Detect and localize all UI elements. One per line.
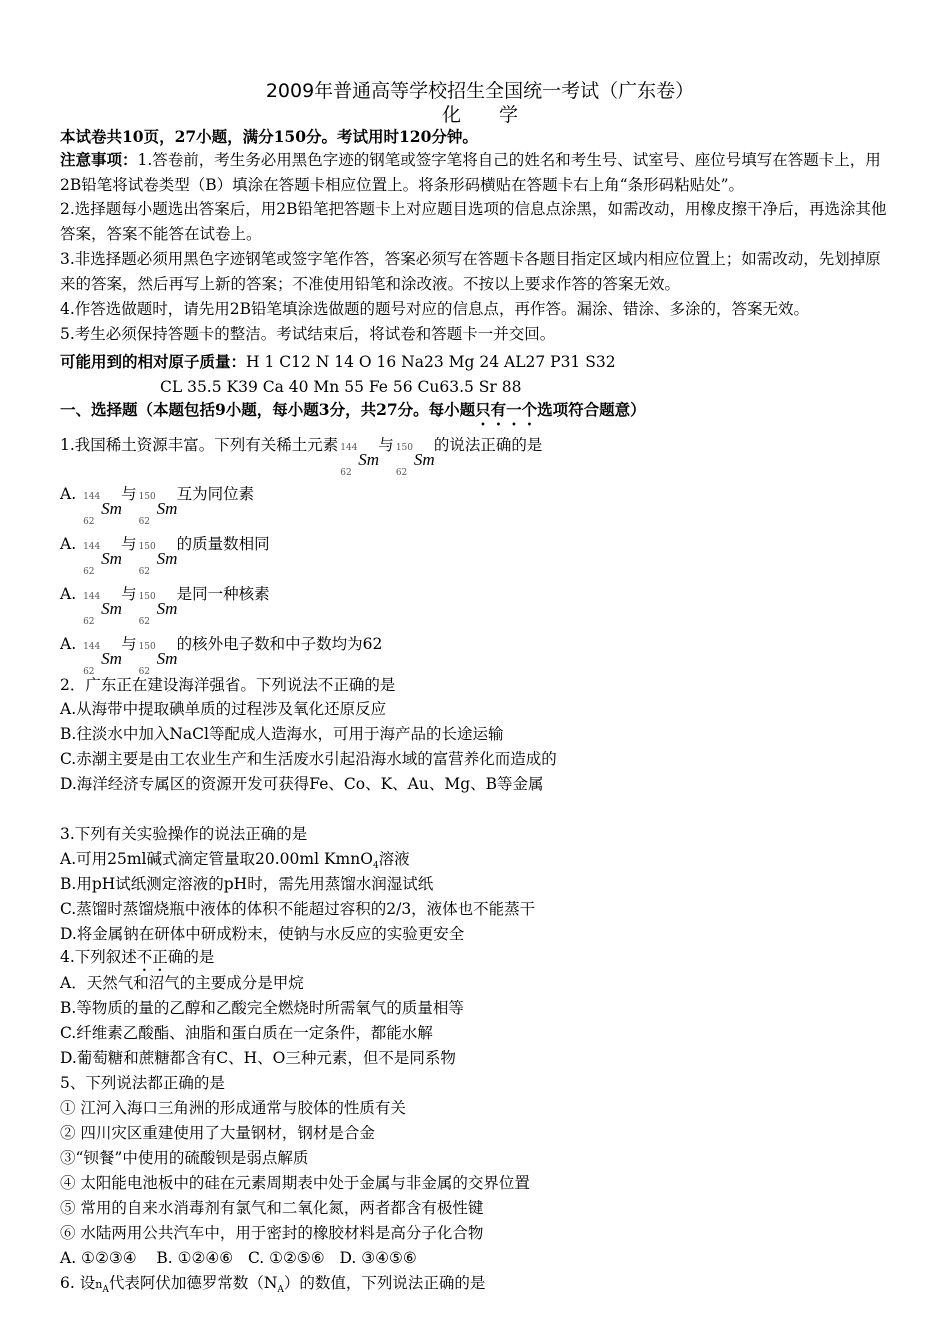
q5-item-5: ⑤ 常用的自来水消毒剂有氯气和二氧化氮，两者都含有极性键 <box>60 1199 484 1217</box>
sm150-isotope: 150 62 Sm <box>138 492 178 527</box>
sm150-isotope: 150 62 Sm <box>138 592 178 627</box>
q6-stem: 6. 设$n_A$代表阿伏加德罗常数$(N_A)$的数值，下列说法正确的是 <box>60 1274 486 1296</box>
note-3: 3.非选择题必须用黑色字迹钢笔或签字笔作答，答案必须写在答题卡各题目指定区域内相应位置上；如需改动，先划掉原来的答案，然后再写上新的答案；不准使用铅笔和涂改液。不按以上要求作答的答案无效。 <box>60 250 881 293</box>
q4-option-b: B.等物质的量的乙醇和乙酸完全燃烧时所需氧气的质量相等 <box>60 999 464 1017</box>
q4-stem: 4.下列叙述不正确的是 <box>60 948 215 966</box>
note-2: 2.选择题每小题选出答案后，用2B铅笔把答题卡上对应题目选项的信息点涂黑，如需改动，用橡皮擦干净后，再选涂其他答案，答案不能答在试卷上。 <box>60 200 887 243</box>
q5-stem: 5、下列说法都正确的是 <box>60 1074 225 1092</box>
q4-option-a: A．天然气和沼气的主要成分是甲烷 <box>60 974 304 992</box>
q4-option-d: D.葡萄糖和蔗糖都含有C、H、O三种元素，但不是同系物 <box>60 1049 456 1067</box>
q3-option-d: D.将金属钠在研体中研成粉末，使钠与水反应的实验更安全 <box>60 925 465 943</box>
q2-stem: 2．广东正在建设海洋强省。下列说法不正确的是 <box>60 676 396 694</box>
q1-and: 与 <box>378 436 394 454</box>
q2-option-d: D.海洋经济专属区的资源开发可获得Fe、Co、K、Au、Mg、B等金属 <box>60 775 544 793</box>
sm144-isotope: 144 62 Sm <box>83 642 122 677</box>
q4-emphasis: 不正 <box>136 948 168 966</box>
q5-item-2: ② 四川灾区重建使用了大量钢材，钢材是合金 <box>60 1124 375 1142</box>
q3-option-c: C.蒸馏时蒸馏烧瓶中液体的体积不能超过容积的2/3，液体也不能蒸干 <box>60 900 536 918</box>
notes-label: 注意事项： <box>60 150 138 169</box>
section-1-heading-b: 选项符合题意） <box>537 400 646 419</box>
q5-choices: A. ①②③④ B. ①②④⑥ C. ①②⑤⑥ D. ③④⑤⑥ <box>60 1249 417 1267</box>
sm144-isotope: 144 62 Sm <box>83 492 122 527</box>
atomic-label: 可能用到的相对原子质量： <box>60 352 247 371</box>
q2-option-a: A.从海带中提取碘单质的过程涉及氧化还原反应 <box>60 700 387 718</box>
q5-item-3: ③“钡餐”中使用的硫酸钡是弱点解质 <box>60 1149 309 1167</box>
q3-stem: 3.下列有关实验操作的说法正确的是 <box>60 825 308 843</box>
subject-title: 化 学 <box>441 104 518 126</box>
q1-option-3: A. 144 62 Sm 与 150 62 Sm 是同一种核素 <box>60 574 270 615</box>
q2-option-b: B.往淡水中加入NaCl等配成人造海水，可用于海产品的长途运输 <box>60 725 504 743</box>
q1-stem-a: 1.我国稀土资源丰富。下列有关稀土元素 <box>60 436 339 454</box>
q1-stem-b: 的说法正确的是 <box>433 436 543 454</box>
note-1-text: 1.答卷前，考生务必用黑色字迹的钢笔或签字笔将自己的姓名和考生号、试室号、座位号填写在答题卡上，用2B铅笔将试卷类型（B）填涂在答题卡相应位置上。将条形码横贴在答题卡右上角“条形码粘贴处”。 <box>60 151 881 194</box>
q1-option-1: A. 144 62 Sm 与 150 62 Sm 互为同位素 <box>60 474 254 515</box>
atomic-mass-line-1 <box>60 352 616 372</box>
sm144-isotope: 144 62 Sm <box>83 592 122 627</box>
sm144-isotope: 144 62 Sm <box>83 542 122 577</box>
sm150-isotope: 150 62 Sm <box>395 443 435 478</box>
q3-option-b: B.用pH试纸测定溶液的pH时，需先用蒸馏水润湿试纸 <box>60 875 434 893</box>
q2-option-c: C.赤潮主要是由工农业生产和生活废水引起沿海水域的富营养化而造成的 <box>60 750 557 768</box>
q4-option-c: C.纤维素乙酸酯、油脂和蛋白质在一定条件，都能水解 <box>60 1024 433 1042</box>
section-1-heading-a: 一、选择题（本题包括9小题，每小题3分，共27分。每小题 <box>60 400 476 419</box>
section-1-heading-emphasis: 只有一个 <box>475 400 538 419</box>
exam-intro: 本试卷共10页，27小题，满分150分。考试用时120分钟。 <box>60 127 478 146</box>
atomic-values-2: CL 35.5 K39 Ca 40 Mn 55 Fe 56 Cu63.5 Sr 88 <box>160 378 522 396</box>
note-1 <box>60 147 895 198</box>
q1-option-4: A. 144 62 Sm 与 150 62 Sm 的核外电子数和中子数均为62 <box>60 624 382 665</box>
q3-option-a: A.可用25ml碱式滴定管量取20.00ml KmnO$_4$溶液 <box>60 850 410 872</box>
q1-option-2: A. 144 62 Sm 与 150 62 Sm 的质量数相同 <box>60 524 270 565</box>
q1-stem <box>60 425 543 478</box>
q5-item-1: ① 江河入海口三角洲的形成通常与胶体的性质有关 <box>60 1099 406 1117</box>
note-4: 4.作答选做题时，请先用2B铅笔填涂选做题的题号对应的信息点，再作答。漏涂、错涂、多涂的，答案无效。 <box>60 300 810 318</box>
atomic-values-1: H 1 C12 N 14 O 16 Na23 Mg 24 AL27 P31 S32 <box>246 353 616 371</box>
exam-title: 2009年普通高等学校招生全国统一考试（广东卷） <box>265 80 695 102</box>
sm144-isotope: 144 62 Sm <box>340 443 380 478</box>
q5-item-6: ⑥ 水陆两用公共汽车中，用于密封的橡胶材料是高分子化合物 <box>60 1224 484 1242</box>
q5-item-4: ④ 太阳能电池板中的硅在元素周期表中处于金属与非金属的交界位置 <box>60 1174 530 1192</box>
note-5: 5.考生必须保持答题卡的整洁。考试结束后，将试卷和答题卡一并交回。 <box>60 325 556 343</box>
sm150-isotope: 150 62 Sm <box>138 542 178 577</box>
sm150-isotope: 150 62 Sm <box>138 642 178 677</box>
